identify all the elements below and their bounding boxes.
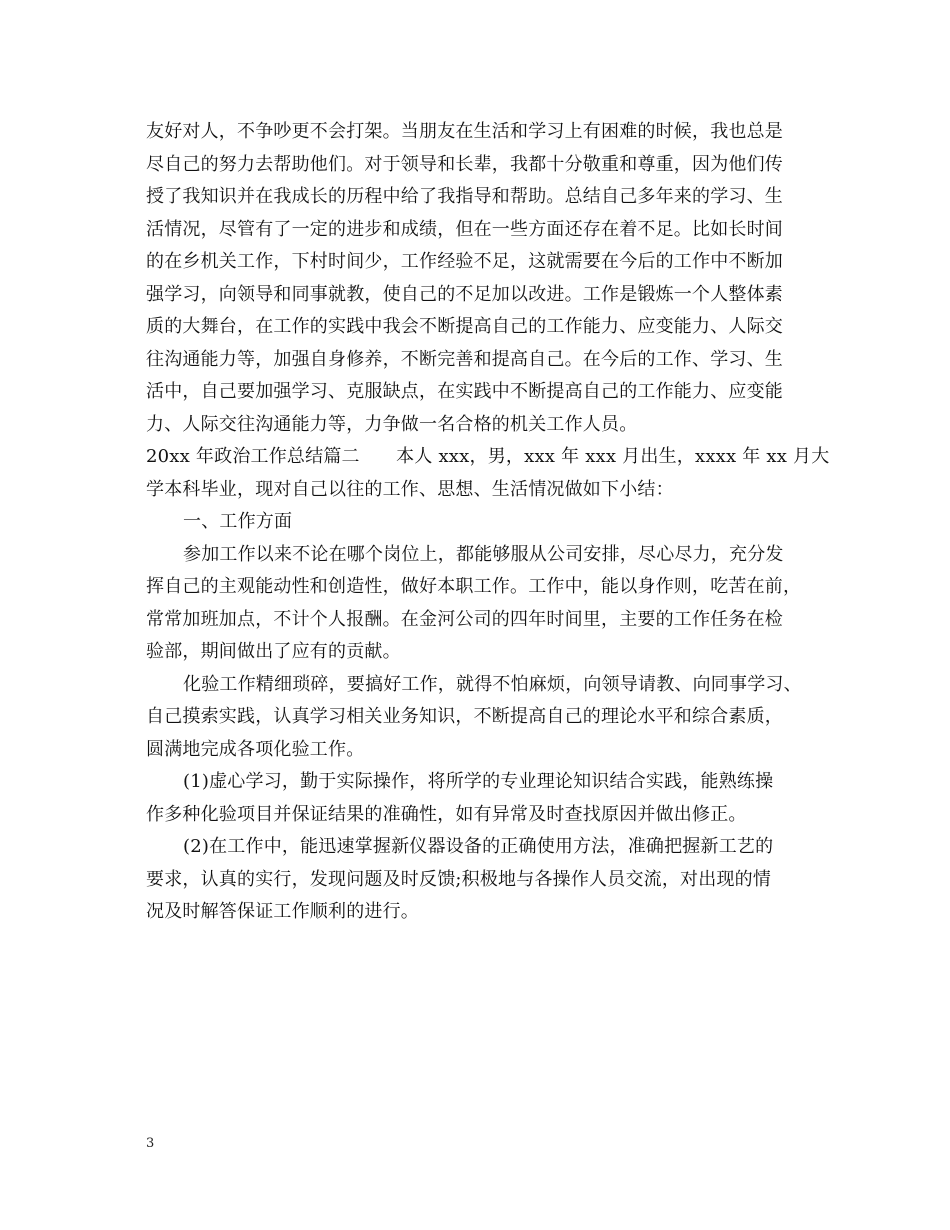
- list-item-line: (2)在工作中，能迅速掌握新仪器设备的正确使用方法，准确把握新工艺的: [183, 836, 774, 857]
- section-heading: 一、工作方面: [183, 511, 293, 532]
- paragraph-line: 的在乡机关工作，下村时间少，工作经验不足，这就需要在今后的工作中不断加: [146, 251, 783, 272]
- paragraph-line: 挥自己的主观能动性和创造性，做好本职工作。工作中，能以身作则，吃苦在前，: [146, 576, 802, 597]
- paragraph-line: 常常加班加点，不计个人报酬。在金河公司的四年时间里，主要的工作任务在检: [146, 608, 783, 630]
- list-item-line: 作多种化验项目并保证结果的准确性，如有异常及时查找原因并做出修正。: [146, 803, 747, 825]
- paragraph-line: 友好对人，不争吵更不会打架。当朋友在生活和学习上有困难的时候，我也总是: [146, 121, 783, 142]
- paragraph-line: 验部，期间做出了应有的贡献。: [146, 641, 401, 662]
- paragraph-line: 往沟通能力等，加强自身修养，不断完善和提高自己。在今后的工作、学习、生: [146, 348, 783, 370]
- list-item-line: 况及时解答保证工作顺利的进行。: [146, 901, 419, 922]
- paragraph-line: 圆满地完成各项化验工作。: [146, 738, 365, 760]
- paragraph-line: 化验工作精细琐碎，要搞好工作，就得不怕麻烦，向领导请教、向同事学习、: [183, 673, 802, 695]
- list-item-line: 要求，认真的实行，发现问题及时反馈;积极地与各操作人员交流，对出现的情: [146, 868, 772, 890]
- page-number: 3: [146, 1136, 155, 1151]
- section-title-line: 20xx 年政治工作总结篇二 本人 xxx，男，xxx 年 xxx 月出生，xxxx 年 xx 月大: [146, 446, 830, 467]
- paragraph-line: 尽自己的努力去帮助他们。对于领导和长辈，我都十分敬重和尊重，因为他们传: [146, 153, 783, 175]
- paragraph-line: 自己摸索实践，认真学习相关业务知识，不断提高自己的理论水平和综合素质，: [146, 706, 783, 727]
- paragraph-line: 活情况，尽管有了一定的进步和成绩，但在一些方面还存在着不足。比如长时间: [146, 218, 783, 240]
- paragraph-line: 授了我知识并在我成长的历程中给了我指导和帮助。总结自己多年来的学习、生: [146, 186, 783, 207]
- paragraph-line: 强学习，向领导和同事就教，使自己的不足加以改进。工作是锻炼一个人整体素: [146, 283, 783, 305]
- paragraph-line: 参加工作以来不论在哪个岗位上，都能够服从公司安排，尽心尽力，充分发: [183, 543, 784, 565]
- paragraph-line: 质的大舞台，在工作的实践中我会不断提高自己的工作能力、应变能力、人际交: [146, 316, 783, 337]
- paragraph-line: 活中，自己要加强学习、克服缺点，在实践中不断提高自己的工作能力、应变能: [146, 381, 783, 402]
- paragraph-line: 力、人际交往沟通能力等，力争做一名合格的机关工作人员。: [146, 413, 638, 435]
- list-item-line: (1)虚心学习，勤于实际操作，将所学的专业理论知识结合实践，能熟练操: [183, 771, 774, 792]
- document-body: [146, 116, 830, 929]
- paragraph-line: 学本科毕业，现对自己以往的工作、思想、生活情况做如下小结：: [146, 478, 674, 500]
